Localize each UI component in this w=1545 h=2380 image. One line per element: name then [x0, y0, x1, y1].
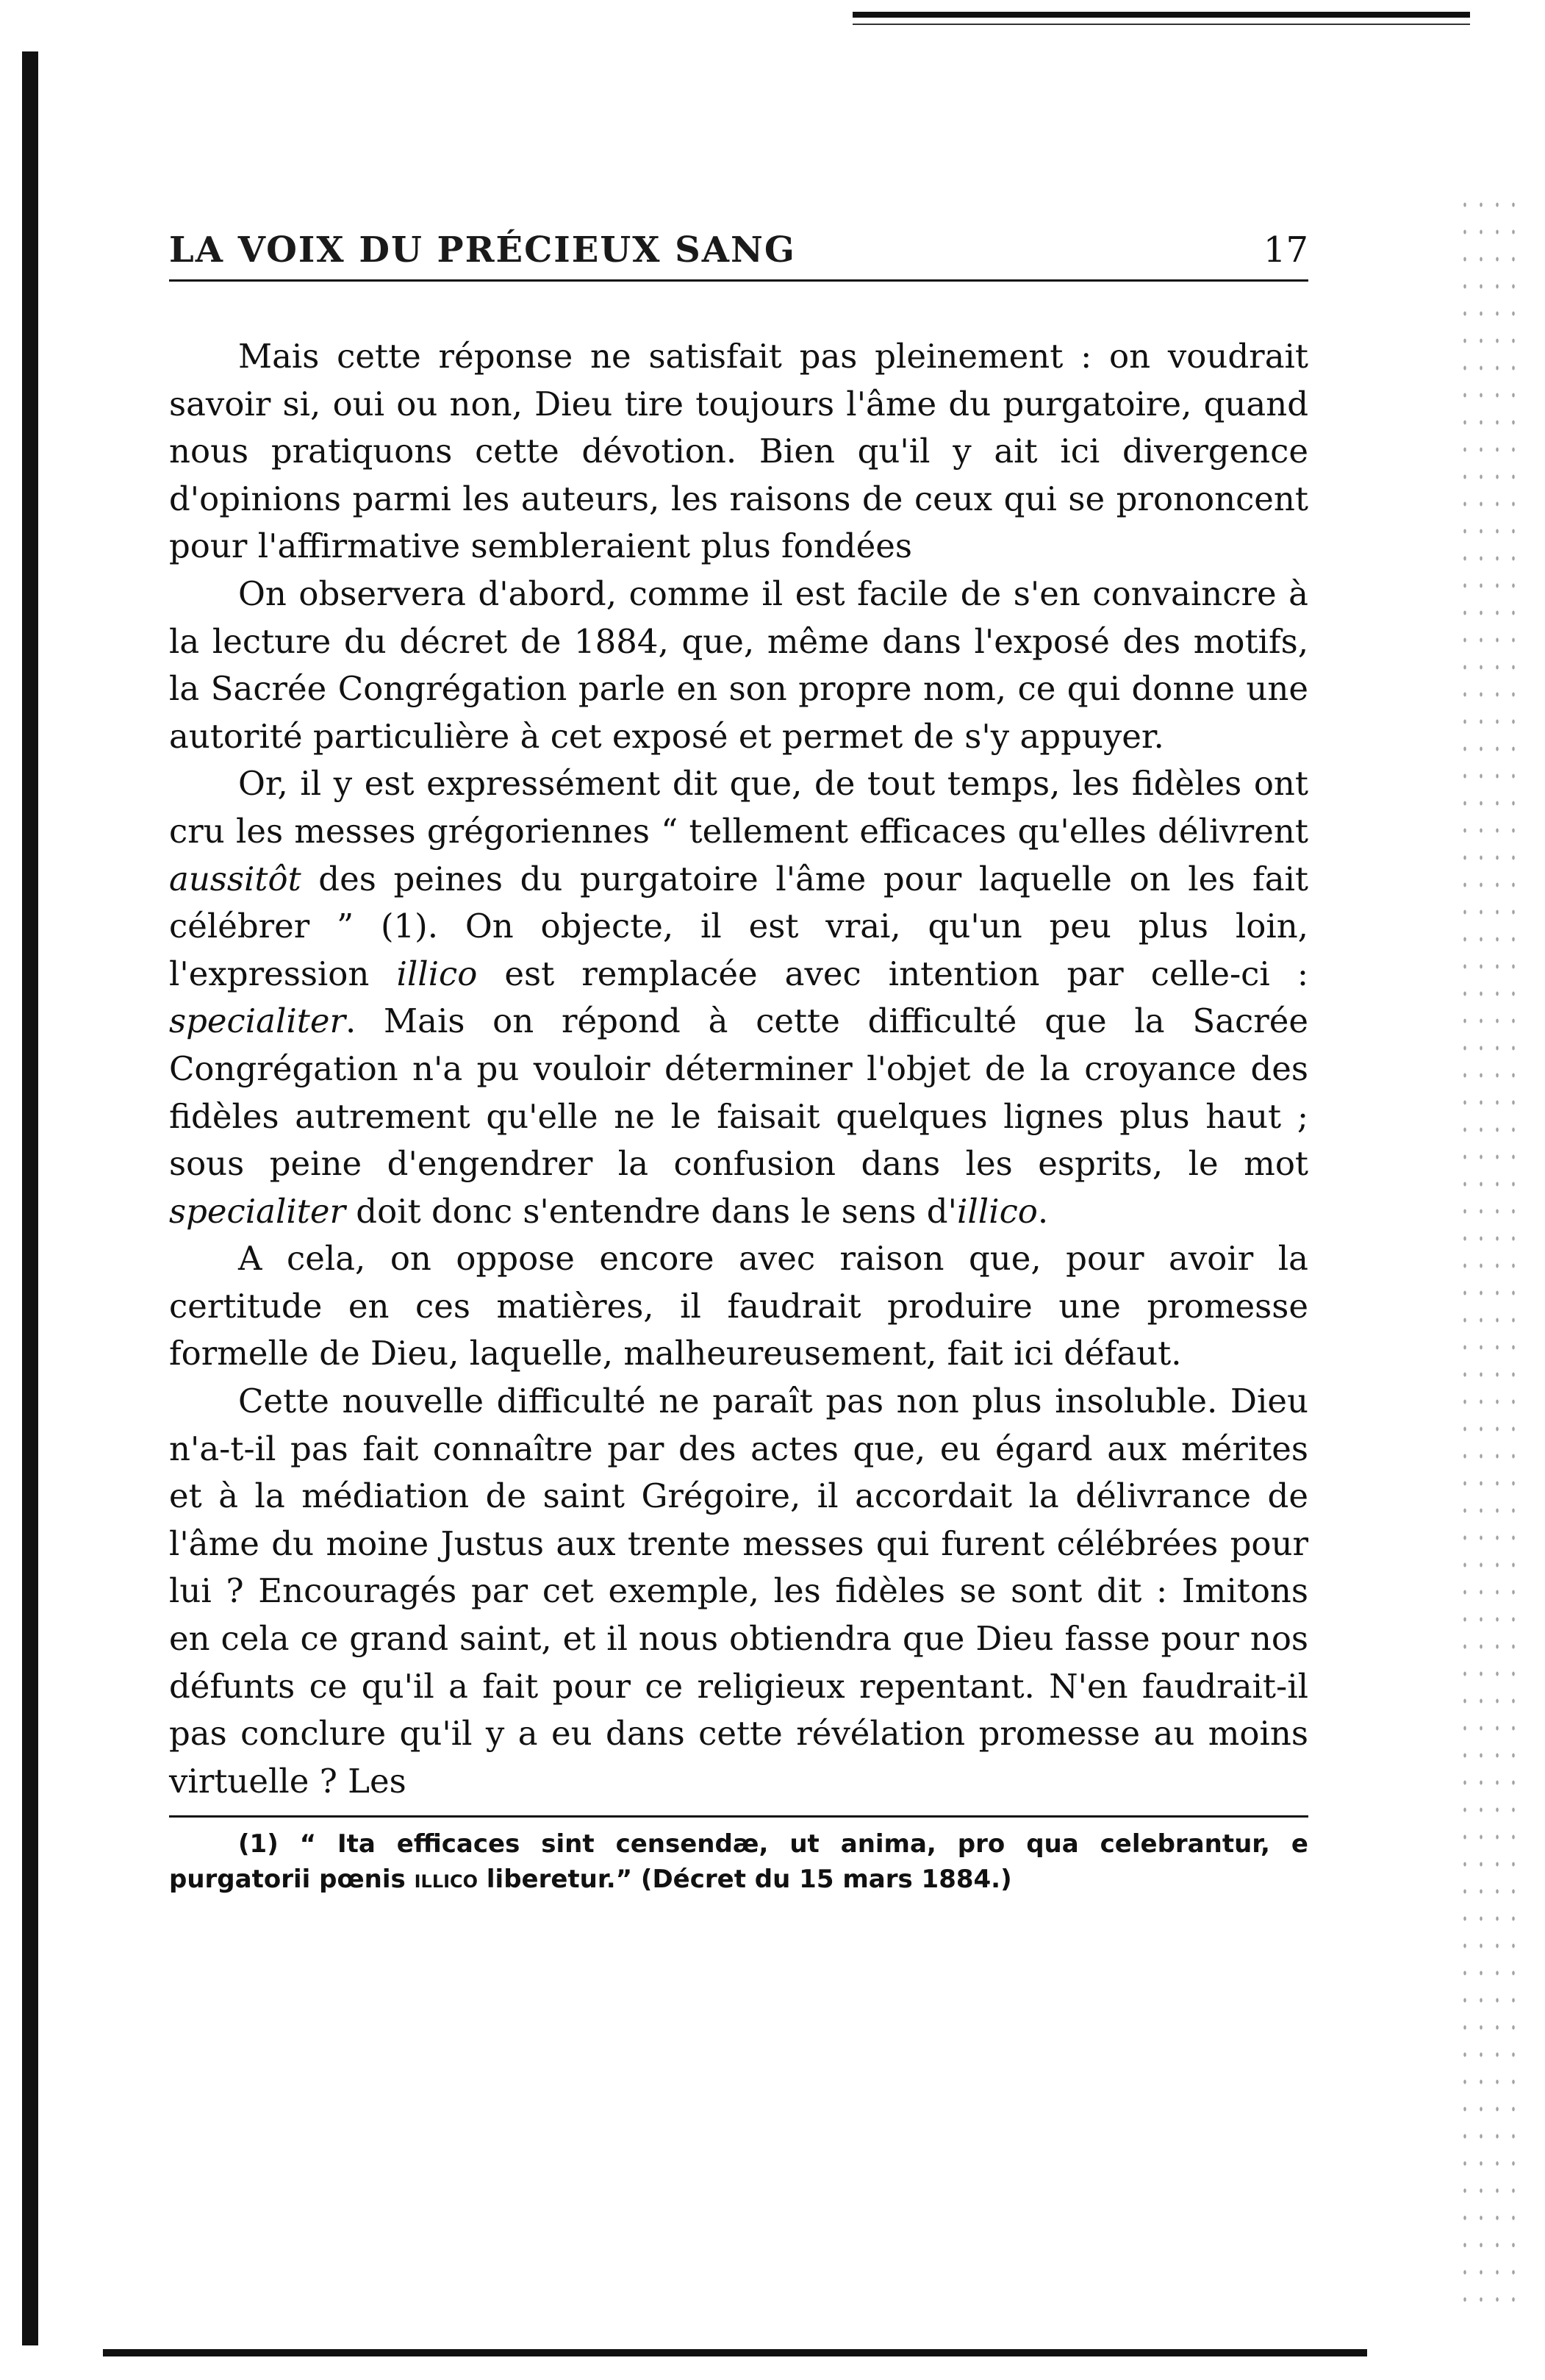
paragraph-2-text: On observera d'abord, comme il est facile de s'en convaincre à la lecture du décret de 1884, que, même dans l'exposé des motifs, la Sacrée Congrégation parle en son propre nom, ce qui donne une autorité particulière à cet exposé et permet de s'y appuyer. [169, 573, 1308, 756]
page-number: 17 [1263, 229, 1308, 271]
paragraph-3-text-d: . Mais on répond à cette difficulté que la Sacrée Congrégation n'a pu vouloir déterminer l'objet de la croyance des fidèles autrement qu'elle ne le faisait quelques lignes plus haut ; sous peine d'engendrer la confusion dans les esprits, le mot [169, 1001, 1308, 1184]
paragraph-5-text: Cette nouvelle difficulté ne paraît pas non plus insoluble. Dieu n'a-t-il pas fait connaître par des actes que, eu égard aux mérites et à la médiation de saint Grégoire, il accordait la délivrance de l'âme du moine Justus aux trente messes qui furent célébrées pour lui ? Encouragés par cet exemple, les fidèles se sont dit : Imitons en cela ce grand saint, et il nous obtiendra que Dieu fasse pour nos défunts ce qu'il a fait pour ce religieux repentant. N'en faudrait-il pas conclure qu'il y a eu dans cette révélation promesse au moins virtuelle ? Les [169, 1382, 1308, 1801]
running-title: LA VOIX DU PRÉCIEUX SANG [169, 229, 796, 271]
paragraph-4-text: A cela, on oppose encore avec raison que, pour avoir la certitude en ces matières, il faudrait produire une promesse formelle de Dieu, laquelle, malheureusement, fait ici défaut. [169, 1239, 1308, 1373]
paragraph-3-text-c: est remplacée avec intention par celle-ci : [477, 954, 1308, 993]
footnote-rule [169, 1815, 1308, 1818]
italic-aussitot: aussitôt [169, 859, 301, 898]
running-head [169, 221, 1308, 282]
paragraph-3-text-a: Or, il y est expressément dit que, de tout temps, les fidèles ont cru les messes grégoriennes “ tellement efficaces qu'elles délivrent [169, 764, 1308, 851]
footnote [169, 1826, 1308, 1897]
paragraph-3 [169, 760, 1308, 1235]
paragraph-3-text-f: . [1037, 1191, 1049, 1231]
footnote-text [169, 1826, 1308, 1897]
italic-illico: illico [396, 954, 478, 993]
body-text [169, 333, 1308, 1805]
scan-edge-specks [1457, 191, 1516, 2323]
scan-border-bottom [103, 2349, 1367, 2356]
italic-specialiter-2: specialiter [169, 1191, 345, 1231]
scan-border-left [22, 51, 38, 2345]
footnote-text-a: (1) “ Ita efficaces sint censendæ, ut anima, pro qua celebrantur, e purgatorii pœnis [169, 1829, 1308, 1895]
paragraph-3-text-e: doit donc s'entendre dans le sens d' [345, 1191, 957, 1231]
paragraph-3-text-b: des peines du purgatoire l'âme pour laquelle on les fait célébrer ” (1). On objecte, il est vrai, qu'un peu plus loin, l'expression [169, 859, 1308, 993]
footnote-text-b: liberetur.” (Décret du 15 mars 1884.) [478, 1865, 1012, 1895]
scan-border-top-thin [853, 24, 1470, 25]
footnote-smallcaps-illico: illico [414, 1865, 478, 1895]
italic-specialiter: specialiter [169, 1001, 345, 1041]
paragraph-1 [169, 333, 1308, 571]
italic-illico-2: illico [957, 1191, 1038, 1231]
paragraph-1-text: Mais cette réponse ne satisfait pas pleinement : on voudrait savoir si, oui ou non, Dieu tire toujours l'âme du purgatoire, quand nous pratiquons cette dévotion. Bien qu'il y ait ici divergence d'opinions parmi les auteurs, les raisons de ceux qui se prononcent pour l'affirmative sembleraient plus fondées [169, 337, 1308, 566]
paragraph-5 [169, 1378, 1308, 1805]
scan-border-top [853, 12, 1470, 18]
book-page [169, 221, 1308, 1897]
paragraph-2 [169, 571, 1308, 760]
paragraph-4 [169, 1235, 1308, 1378]
